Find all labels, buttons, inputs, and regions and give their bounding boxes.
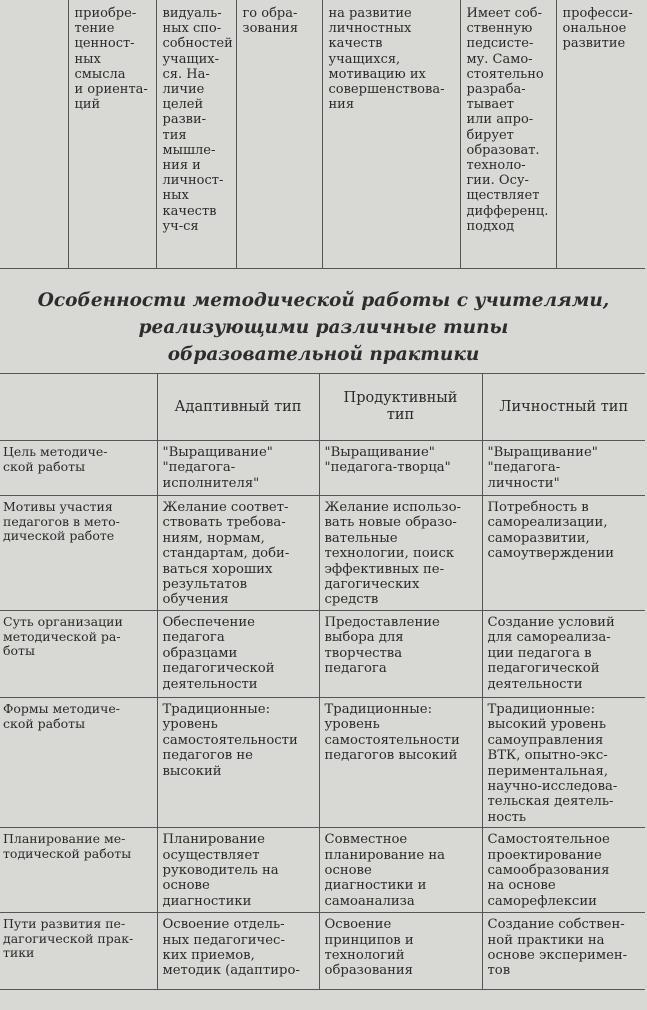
row-header: Мотивы участия педагогов в мето- дической работе [0, 496, 157, 611]
column-header [0, 374, 157, 441]
table-cell: Потребность в самореализации, саморазвитии, самоутверждении [482, 496, 645, 611]
table-header-row [0, 374, 645, 441]
table-cell: Имеет соб- ственную педсисте- му. Само- стоятельно разраба- тывает или апро- бирует образоват. техноло- гии. Осу- ществляет дифференц. подход [460, 0, 556, 269]
column-header-adaptive: Адаптивный тип [157, 374, 319, 441]
table-row [0, 441, 645, 496]
table-cell: на развитие личностных качеств учащихся, мотивацию их совершенствова- ния [322, 0, 460, 269]
heading-line: образовательной практики [167, 344, 480, 365]
table-cell: Обеспечение педагога образцами педагогической деятельности [157, 611, 319, 698]
row-header: Пути развития пе- дагогической прак- тики [0, 913, 157, 990]
table-cell: Планирование осуществляет руководитель на основе диагностики [157, 828, 319, 913]
row-header: Формы методиче- ской работы [0, 698, 157, 828]
table-cell: Традиционные: уровень самостоятельности педагогов высокий [319, 698, 482, 828]
methodical-work-table [0, 373, 645, 990]
table-cell: видуаль- ных спо- собностей учащих- ся. На- личие целей разви- тия мышле- ния и личност- ных качеств уч-ся [156, 0, 236, 269]
column-header-personal: Личностный тип [482, 374, 645, 441]
table-row [0, 698, 645, 828]
table-cell: Самостоятельное проектирование самообразования на основе саморефлексии [482, 828, 645, 913]
table-row [0, 0, 645, 269]
row-header: Цель методиче- ской работы [0, 441, 157, 496]
column-header-productive: Продуктивный тип [319, 374, 482, 441]
table-cell: го обра- зования [236, 0, 322, 269]
section-heading [0, 287, 647, 368]
table-cell: "Выращивание" "педагога- исполнителя" [157, 441, 319, 496]
table-row [0, 828, 645, 913]
table-cell: Совместное планирование на основе диагностики и самоанализа [319, 828, 482, 913]
table-cell: Желание использо- вать новые образо- вательные технологии, поиск эффективных пе- дагогических средств [319, 496, 482, 611]
table-cell: Создание условий для самореализа- ции педагога в педагогической деятельности [482, 611, 645, 698]
table-cell: "Выращивание" "педагога- личности" [482, 441, 645, 496]
heading-line: Особенности методической работы с учителями, [37, 290, 610, 311]
table-cell: Предоставление выбора для творчества педагога [319, 611, 482, 698]
table-cell: Традиционные: высокий уровень самоуправления ВТК, опытно-экс- периментальная, научно-исследова- тельская деятель- ность [482, 698, 645, 828]
row-header: Планирование ме- тодической работы [0, 828, 157, 913]
table-cell: Желание соответ- ствовать требова- ниям, нормам, стандартам, доби- ваться хороших результатов обучения [157, 496, 319, 611]
continuation-table [0, 0, 645, 269]
table-cell: "Выращивание" "педагога-творца" [319, 441, 482, 496]
table-cell: Традиционные: уровень самостоятельности педагогов не высокий [157, 698, 319, 828]
table-cell: Создание собствен- ной практики на основе эксперимен- тов [482, 913, 645, 990]
table-row [0, 496, 645, 611]
table-row [0, 611, 645, 698]
table-cell: Освоение принципов и технологий образования [319, 913, 482, 990]
row-header: Суть организации методической ра- боты [0, 611, 157, 698]
table-cell: Освоение отдель- ных педагогичес- ких приемов, методик (адаптиро- [157, 913, 319, 990]
table-cell [0, 0, 68, 269]
table-row [0, 913, 645, 990]
table-cell: професси- ональное развитие [556, 0, 645, 269]
heading-line: реализующими различные типы [138, 317, 509, 338]
table-cell: приобре- тение ценност- ных смысла и ориента- ций [68, 0, 156, 269]
